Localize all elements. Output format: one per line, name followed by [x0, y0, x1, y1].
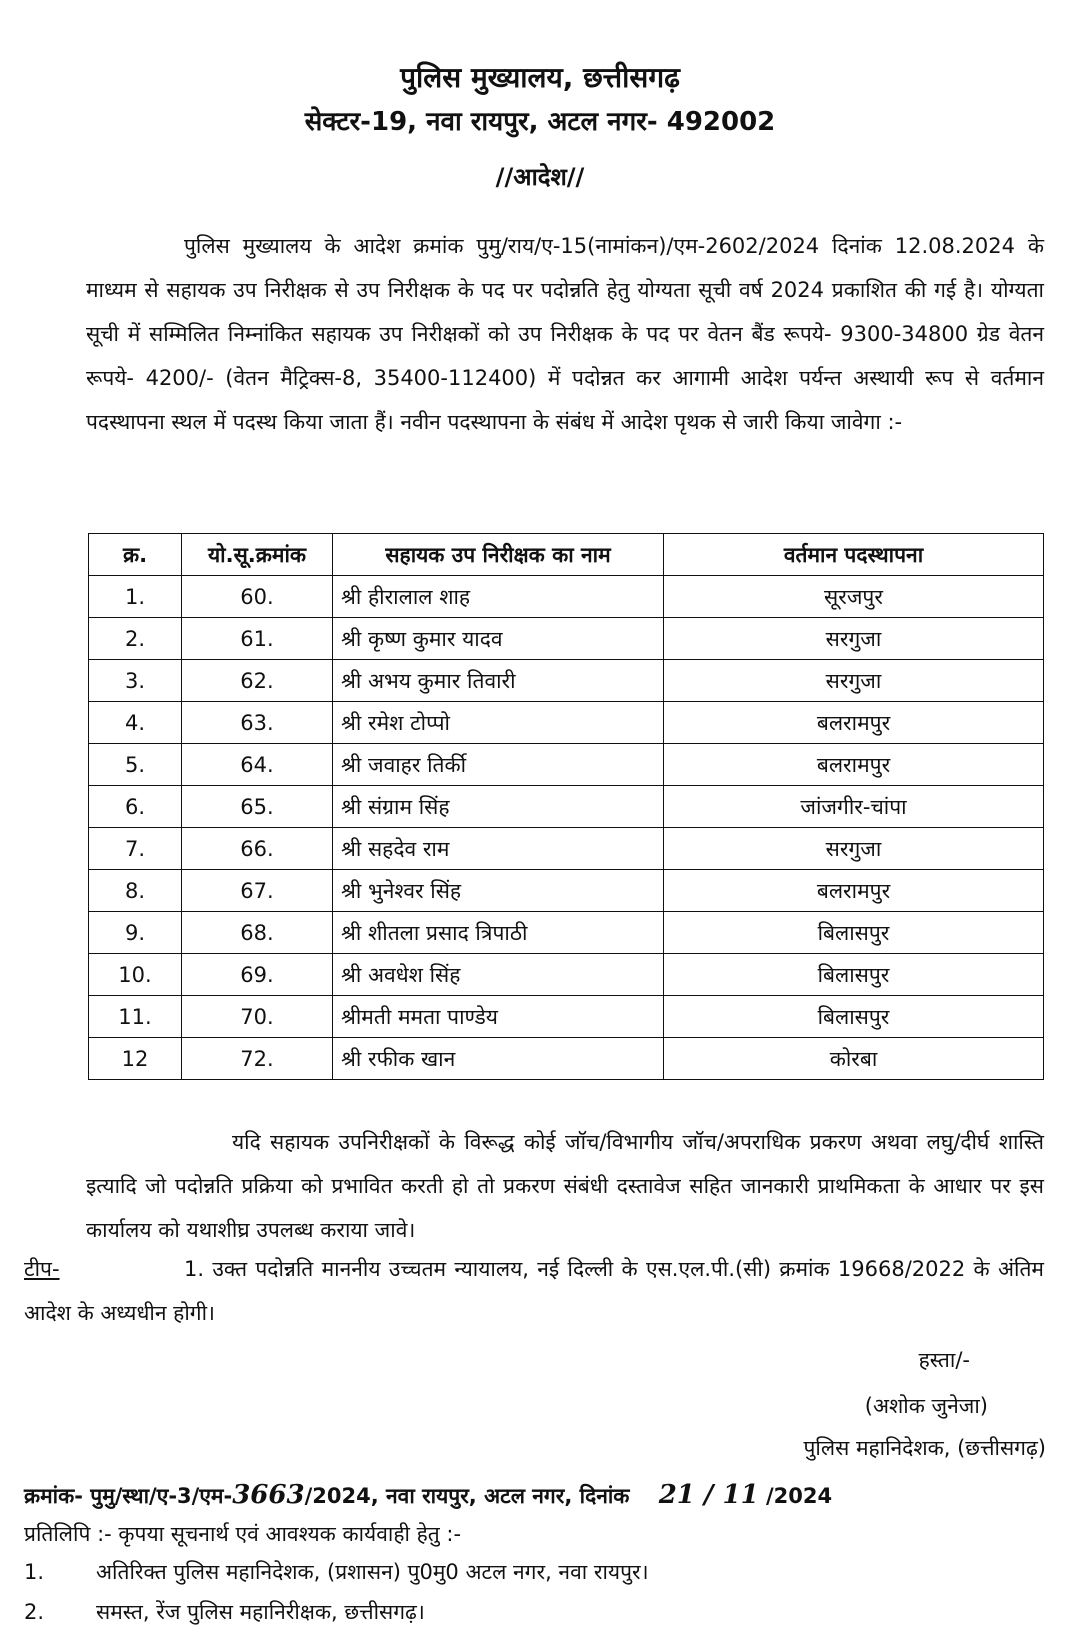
note-text: 1. उक्त पदोन्नति माननीय उच्चतम न्यायालय, नई दिल्ली के एस.एल.पी.(सी) क्रमांक 19668/2022 के अंतिम आदेश के अध्यधीन होगी। — [24, 1257, 1044, 1325]
cell-merit-no: 70. — [182, 996, 333, 1038]
cell-serial: 8. — [89, 870, 182, 912]
second-paragraph: यदि सहायक उपनिरीक्षकों के विरूद्ध कोई जॉच/विभागीय जॉच/अपराधिक प्रकरण अथवा लघु/दीर्घ शास्ति इत्यादि जो पदोन्नति प्रक्रिया को प्रभावित करती हो तो प्रकरण संबंधी दस्तावेज सहित जानकारी प्राथमिकता के आधार पर इस कार्यालय को यथाशीघ्र उपलब्ध कराया जावे। — [86, 1130, 1044, 1242]
cell-name: श्री संग्राम सिंह — [333, 786, 664, 828]
cell-serial: 5. — [89, 744, 182, 786]
table-row — [89, 828, 1044, 870]
cell-merit-no: 72. — [182, 1038, 333, 1080]
cell-serial: 9. — [89, 912, 182, 954]
cell-merit-no: 69. — [182, 954, 333, 996]
cell-name: श्री हीरालाल शाह — [333, 576, 664, 618]
cell-name: श्री कृष्ण कुमार यादव — [333, 618, 664, 660]
table-header-row — [89, 534, 1044, 576]
cell-merit-no: 68. — [182, 912, 333, 954]
table-row — [89, 912, 1044, 954]
list-item-text: अतिरिक्त पुलिस महानिदेशक, (प्रशासन) पु0मु0 अटल नगर, नवा रायपुर। — [96, 1560, 649, 1584]
list-item — [24, 1558, 1054, 1586]
note-label: टीप- — [24, 1257, 60, 1281]
list-item-number: 2. — [24, 1600, 45, 1624]
reference-prefix: क्रमांक- पुमु/स्था/ए-3/एम- — [24, 1484, 233, 1508]
cell-merit-no: 67. — [182, 870, 333, 912]
col-header-posting: वर्तमान पदस्थापना — [664, 534, 1044, 576]
cell-name: श्री भुनेश्वर सिंह — [333, 870, 664, 912]
reference-middle: /2024, नवा रायपुर, अटल नगर, दिनांक — [304, 1484, 630, 1508]
cell-serial: 4. — [89, 702, 182, 744]
cell-serial: 12 — [89, 1038, 182, 1080]
cell-name: श्री शीतला प्रसाद त्रिपाठी — [333, 912, 664, 954]
note-section — [24, 1247, 1044, 1335]
table-row — [89, 996, 1044, 1038]
cell-posting: सरगुजा — [664, 660, 1044, 702]
cell-posting: सरगुजा — [664, 618, 1044, 660]
col-header-merit-no: यो.सू.क्रमांक — [182, 534, 333, 576]
cell-posting: बिलासपुर — [664, 912, 1044, 954]
table-row — [89, 618, 1044, 660]
cell-serial: 6. — [89, 786, 182, 828]
cell-merit-no: 65. — [182, 786, 333, 828]
cell-serial: 7. — [89, 828, 182, 870]
reference-suffix: /2024 — [765, 1484, 833, 1508]
signed-mark: हस्ता/- — [918, 1348, 970, 1372]
handwritten-order-number: 3663 — [232, 1480, 305, 1510]
cell-merit-no: 62. — [182, 660, 333, 702]
intro-paragraph: पुलिस मुख्यालय के आदेश क्रमांक पुमु/राय/ए-15(नामांकन)/एम-2602/2024 दिनांक 12.08.2024 के माध्यम से सहायक उप निरीक्षक से उप निरीक्षक के पद पर पदोन्नति हेतु योग्यता सूची वर्ष 2024 प्रकाशित की गई है। योग्यता सूची में सम्मिलित निम्नांकित सहायक उप निरीक्षकों को उप निरीक्षक के पद पर वेतन बैंड रूपये- 9300-34800 ग्रेड वेतन रूपये- 4200/- (वेतन मैट्रिक्स-8, 35400-112400) में पदोन्नत कर आगामी आदेश पर्यन्त अस्थायी रूप से वर्तमान पदस्थापना स्थल में पदस्थ किया जाता हैं। नवीन पदस्थापना के संबंध में आदेश पृथक से जारी किया जावेगा :- — [86, 234, 1044, 434]
cell-name: श्री रमेश टोप्पो — [333, 702, 664, 744]
cell-serial: 3. — [89, 660, 182, 702]
cell-posting: बलरामपुर — [664, 870, 1044, 912]
cell-name: श्री अवधेश सिंह — [333, 954, 664, 996]
cell-posting: सूरजपुर — [664, 576, 1044, 618]
cell-name: श्री रफीक खान — [333, 1038, 664, 1080]
cell-posting: बलरामपुर — [664, 744, 1044, 786]
cell-name: श्री जवाहर तिर्की — [333, 744, 664, 786]
table-row — [89, 786, 1044, 828]
cell-posting: बिलासपुर — [664, 996, 1044, 1038]
cell-posting: कोरबा — [664, 1038, 1044, 1080]
table-row — [89, 870, 1044, 912]
table-row — [89, 660, 1044, 702]
cell-merit-no: 60. — [182, 576, 333, 618]
list-item-number: 1. — [24, 1560, 45, 1584]
cell-name: श्रीमती ममता पाण्डेय — [333, 996, 664, 1038]
cell-posting: सरगुजा — [664, 828, 1044, 870]
cell-merit-no: 63. — [182, 702, 333, 744]
cell-merit-no: 64. — [182, 744, 333, 786]
list-item-text: समस्त, रेंज पुलिस महानिरीक्षक, छत्तीसगढ़। — [96, 1600, 425, 1624]
cell-merit-no: 66. — [182, 828, 333, 870]
reference-line — [24, 1480, 1054, 1510]
copy-to-heading: प्रतिलिपि :- कृपया सूचनार्थ एवं आवश्यक कार्यवाही हेतु :- — [24, 1522, 462, 1546]
cell-name: श्री सहदेव राम — [333, 828, 664, 870]
col-header-name: सहायक उप निरीक्षक का नाम — [333, 534, 664, 576]
signatory-designation: पुलिस महानिदेशक, (छत्तीसगढ़) — [803, 1436, 1046, 1460]
table-row — [89, 744, 1044, 786]
table-row — [89, 576, 1044, 618]
table-row — [89, 954, 1044, 996]
cell-posting: बिलासपुर — [664, 954, 1044, 996]
signatory-name: (अशोक जुनेजा) — [864, 1394, 988, 1418]
table-row — [89, 702, 1044, 744]
col-header-serial: क्र. — [89, 534, 182, 576]
cell-serial: 2. — [89, 618, 182, 660]
order-title: //आदेश// — [495, 163, 585, 191]
office-heading: पुलिस मुख्यालय, छत्तीसगढ़ — [400, 61, 680, 94]
cell-name: श्री अभय कुमार तिवारी — [333, 660, 664, 702]
office-address: सेक्टर-19, नवा रायपुर, अटल नगर- 492002 — [304, 107, 776, 137]
cell-posting: बलरामपुर — [664, 702, 1044, 744]
table-row — [89, 1038, 1044, 1080]
cell-serial: 11. — [89, 996, 182, 1038]
cell-serial: 1. — [89, 576, 182, 618]
cell-serial: 10. — [89, 954, 182, 996]
promotion-table — [88, 533, 1044, 1080]
list-item — [24, 1598, 1054, 1626]
cell-posting: जांजगीर-चांपा — [664, 786, 1044, 828]
handwritten-date: 21 / 11 — [658, 1480, 759, 1510]
cell-merit-no: 61. — [182, 618, 333, 660]
